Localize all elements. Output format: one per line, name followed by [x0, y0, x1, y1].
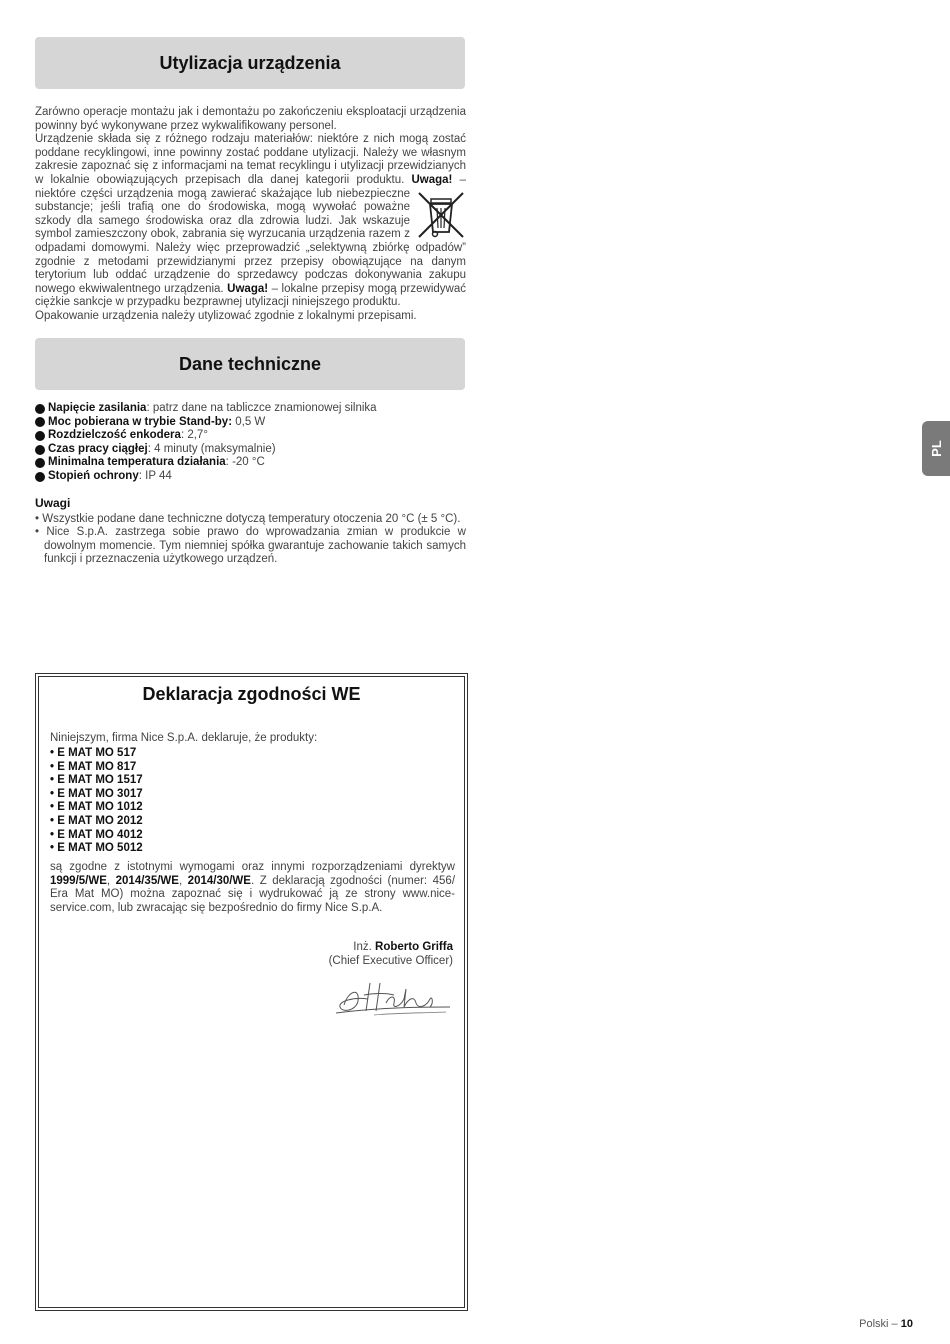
handwritten-signature [334, 977, 452, 1019]
bullet-icon [35, 417, 45, 427]
spec-item [35, 456, 466, 470]
directive-3: 2014/30/WE [187, 874, 251, 887]
product-item: • E MAT MO 1517 [50, 774, 143, 787]
disposal-paragraph-3: Opakowanie urządzenia należy utylizować zgodnie z lokalnymi przepisami. [35, 309, 417, 322]
disposal-paragraph-2-part-a: Urządzenie składa się z różnego rodzaju materiałów: niektóre z nich mogą zostać poddane recyklingowi, inne powinny zostać poddane utylizacji. Należy we własnym zakresie zapoznać się z informacjami na temat recyklingu i utylizacji przewidzianych w lokalnie obowiązujących przepisach dla danej kategorii produktu. [35, 133, 466, 186]
signer-role: (Chief Executive Officer) [328, 954, 453, 967]
notes-title: Uwagi [35, 496, 71, 510]
conformity-text-b: . Z deklaracją zgodności (numer: 456/ Era Mat MO) można zapoznać się i wydrukować ją ze strony www.nice-service.com, lub zwracając się bezpośrednio do firmy Nice S.p.A. [50, 874, 456, 914]
spec-value: patrz dane na tabliczce znamionowej silnika [152, 402, 377, 414]
spec-label: Stopień ochrony [48, 469, 139, 482]
signer-block [329, 941, 453, 968]
spec-value: 4 minuty (maksymalnie) [154, 442, 276, 455]
disposal-paragraph-2-part-b: – niektóre części urządzenia mogą zawierać skażające lub niebezpieczne substancje; jeśli trafią one do środowiska, mogą wywołać poważne szkody dla samego środowiska oraz dla zdrowia ludzi. Jak wskazuje symbol zamieszczony obok, zabrania się wyrzucania urządzenia razem z odpadami domowymi. Należy więc przeprowadzić „selektywną zbiórkę odpadów” zgodnie z metodami przewidzianymi przez przepisy obowiązujące na danym terytorium lub oddać urządzenie do sprzedawcy podczas dokonywania zakupu nowego ekwiwalentnego urządzenia. [35, 173, 466, 295]
technical-title: Dane techniczne [178, 353, 322, 374]
disposal-paragraph-2-part-c: – lokalne przepisy mogą przewidywać ciężkie sankcje w przypadku bezprawnej utylizacji niniejszego produktu. [35, 282, 466, 309]
technical-heading [35, 338, 465, 390]
spec-value: -20 °C [232, 456, 265, 469]
footer-language: Polski – [859, 1318, 898, 1330]
disposal-text [35, 106, 466, 324]
signer-line [329, 941, 453, 955]
spec-label: Minimalna temperatura działania [48, 456, 226, 469]
disposal-paragraph-1: Zarówno operacje montażu jak i demontażu po zakończeniu eksploatacji urządzenia powinny być wykonywane przez wykwalifikowany personel. [35, 106, 466, 132]
disposal-title: Utylizacja urządzenia [159, 52, 341, 73]
language-tab [922, 421, 950, 476]
signer-prefix: Inż. [353, 941, 372, 953]
page-number: 10 [900, 1318, 913, 1330]
product-item: • E MAT MO 517 [50, 747, 137, 759]
product-item: • E MAT MO 5012 [50, 842, 143, 855]
spec-item [35, 416, 466, 430]
product-item: • E MAT MO 817 [50, 760, 137, 773]
spec-value: 0,5 W [235, 415, 266, 428]
signer-name: Roberto Griffa [375, 941, 453, 953]
declaration-intro: Niniejszym, firma Nice S.p.A. deklaruje, że produkty: [50, 732, 318, 744]
conformity-text-a: są zgodne z istotnymi wymogami oraz innymi rozporządzeniami dyrektyw [50, 861, 455, 873]
spec-label: Rozdzielczość enkodera [48, 429, 181, 442]
product-list [50, 747, 143, 856]
bullet-icon [35, 445, 45, 455]
directive-2: 2014/35/WE [115, 874, 179, 887]
note-item: • Nice S.p.A. zastrzega sobie prawo do wprowadzania zmian w produkcie w dowolnym momencie. Tym niemniej spółka gwarantuje zachowanie takich samych funkcji i przeznaczenia użytkowego urządzeń. [35, 526, 466, 566]
spec-item [35, 429, 466, 443]
directive-1: 1999/5/WE [50, 874, 107, 887]
declaration-box [35, 673, 468, 1311]
disposal-paragraph-2 [35, 133, 466, 310]
spec-label: Napięcie zasilania [48, 402, 147, 414]
language-tab-label: PL [928, 440, 944, 457]
bullet-icon [35, 458, 45, 468]
warning-label-1: Uwaga! [411, 173, 453, 186]
directive-separator: , [106, 874, 116, 887]
spec-separator: : [138, 469, 146, 482]
bullet-icon [35, 404, 45, 414]
spec-item [35, 470, 466, 484]
spec-item [35, 402, 466, 416]
bullet-icon [35, 472, 45, 482]
notes-block [35, 497, 466, 567]
product-item: • E MAT MO 2012 [50, 814, 143, 827]
spec-separator: : [147, 442, 155, 455]
spec-value: IP 44 [145, 469, 172, 482]
spec-separator: : [225, 456, 233, 469]
spec-item [35, 443, 466, 457]
crossed-out-wheelie-bin-icon [416, 190, 466, 240]
product-item: • E MAT MO 4012 [50, 828, 143, 841]
declaration-conformity-text [50, 861, 455, 915]
spec-label: Czas pracy ciągłej [48, 442, 148, 455]
spec-separator: : [146, 402, 153, 414]
spec-separator: : [180, 429, 188, 442]
directive-separator: , [178, 874, 188, 887]
note-item: • Wszystkie podane dane techniczne dotyczą temperatury otoczenia 20 °C (± 5 °C). [35, 512, 461, 525]
disposal-heading [35, 37, 465, 89]
spec-label: Moc pobierana w trybie Stand-by: [48, 415, 233, 428]
product-item: • E MAT MO 3017 [50, 787, 143, 800]
page-footer [859, 1318, 913, 1330]
declaration-inner-frame [38, 676, 465, 1308]
bullet-icon [35, 431, 45, 441]
product-item: • E MAT MO 1012 [50, 801, 143, 814]
declaration-title: Deklaracja zgodności WE [142, 684, 361, 704]
spec-list [35, 402, 466, 484]
warning-label-2: Uwaga! [227, 282, 269, 295]
spec-value: 2,7° [187, 429, 208, 442]
